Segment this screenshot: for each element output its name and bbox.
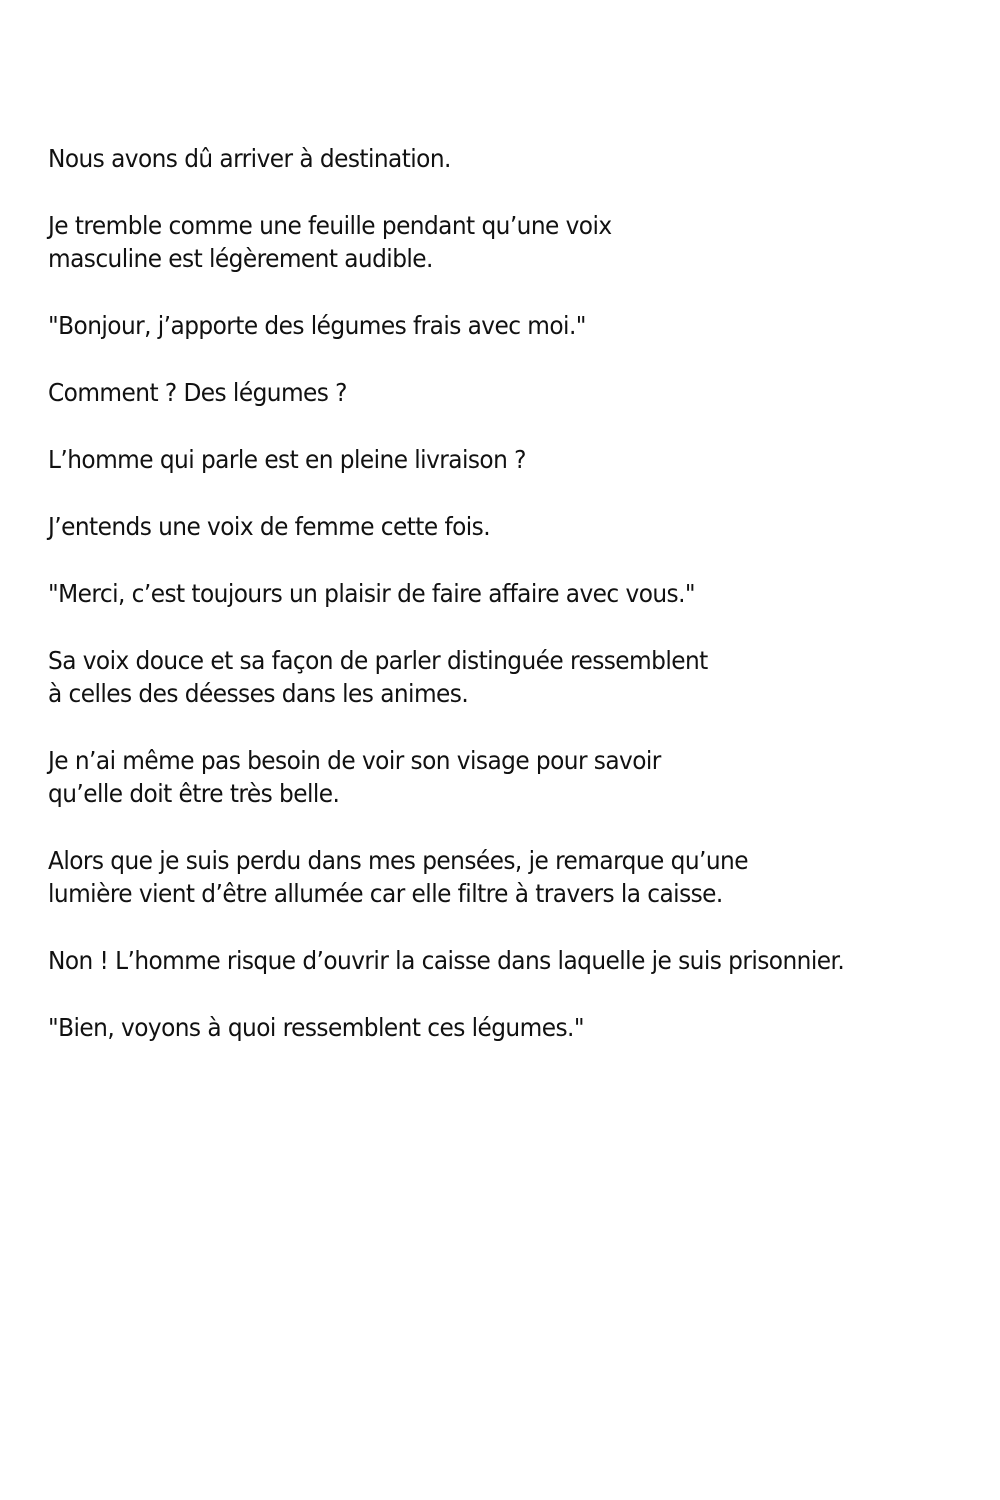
text-line: Alors que je suis perdu dans mes pensées, je remarque qu’une — [48, 846, 748, 875]
text-line: "Merci, c’est toujours un plaisir de faire affaire avec vous." — [48, 579, 696, 608]
text-line: Comment ? Des légumes ? — [48, 378, 347, 407]
text-line: Non ! L’homme risque d’ouvrir la caisse dans laquelle je suis prisonnier. — [48, 946, 845, 975]
paragraph-7 — [48, 577, 913, 610]
text-line: lumière vient d’être allumée car elle filtre à travers la caisse. — [48, 879, 723, 908]
paragraph-10 — [48, 844, 913, 910]
narrative-text — [48, 142, 978, 1078]
text-line: Je n’ai même pas besoin de voir son visage pour savoir — [48, 746, 661, 775]
paragraph-1 — [48, 142, 913, 175]
text-line: "Bien, voyons à quoi ressemblent ces légumes." — [48, 1013, 584, 1042]
paragraph-6 — [48, 510, 913, 543]
paragraph-9 — [48, 744, 913, 810]
text-line: L’homme qui parle est en pleine livraison ? — [48, 445, 526, 474]
text-line: à celles des déesses dans les animes. — [48, 679, 469, 708]
text-line: masculine est légèrement audible. — [48, 244, 433, 273]
text-line: qu’elle doit être très belle. — [48, 779, 340, 808]
paragraph-11 — [48, 944, 913, 977]
text-line: Sa voix douce et sa façon de parler distinguée ressemblent — [48, 646, 708, 675]
paragraph-3 — [48, 309, 913, 342]
paragraph-5 — [48, 443, 913, 476]
text-line: "Bonjour, j’apporte des légumes frais avec moi." — [48, 311, 586, 340]
paragraph-2 — [48, 209, 913, 275]
paragraph-12 — [48, 1011, 913, 1044]
text-line: Nous avons dû arriver à destination. — [48, 144, 451, 173]
text-line: J’entends une voix de femme cette fois. — [48, 512, 491, 541]
paragraph-8 — [48, 644, 913, 710]
text-line: Je tremble comme une feuille pendant qu’une voix — [48, 211, 612, 240]
paragraph-4 — [48, 376, 913, 409]
